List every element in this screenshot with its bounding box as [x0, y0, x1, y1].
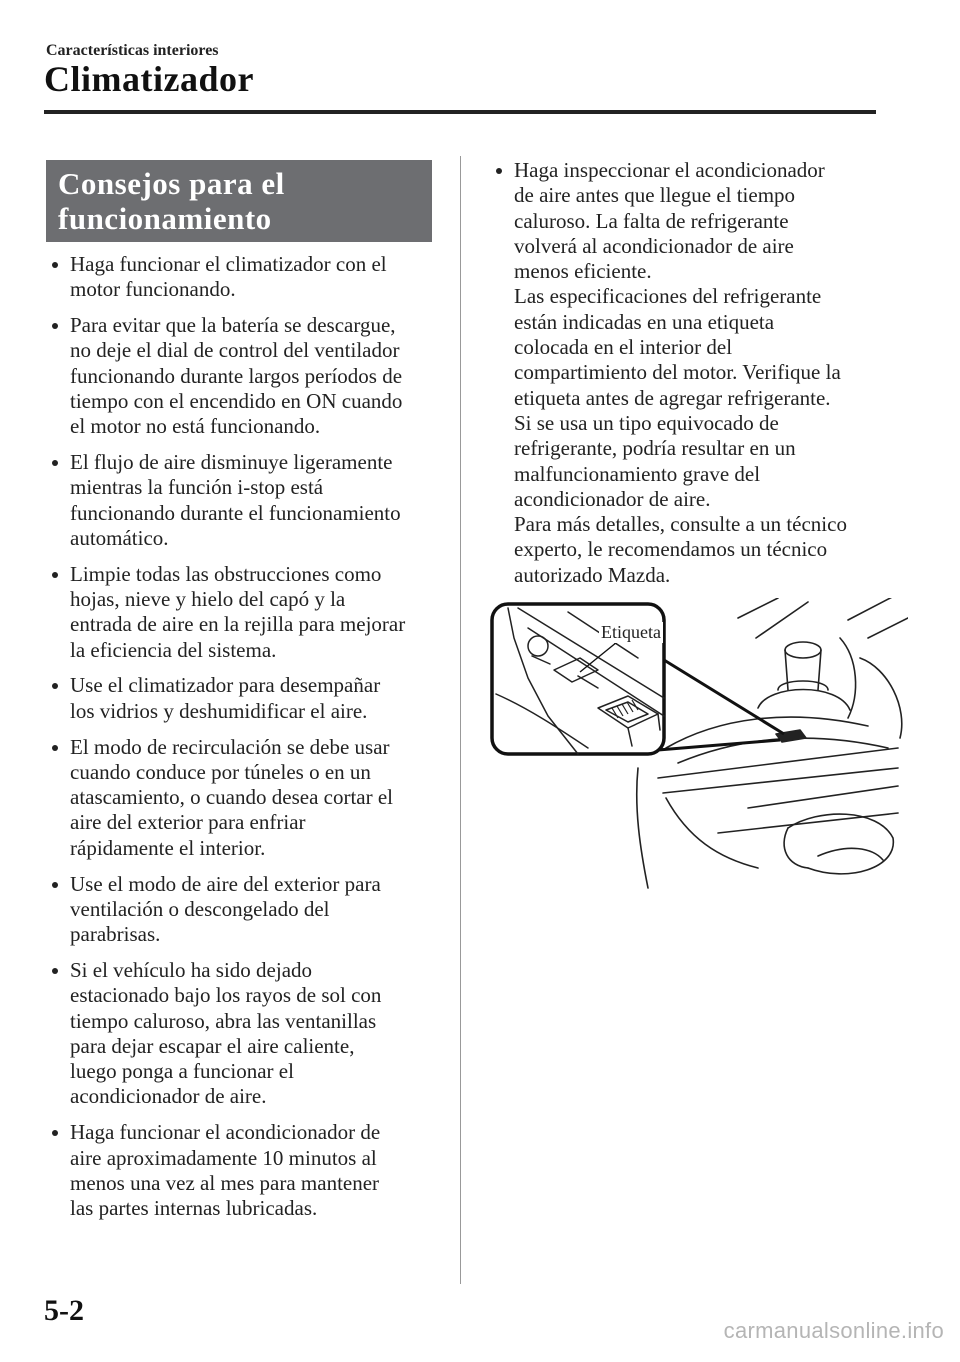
- bullet-text: Haga inspeccionar el acondicionador de aire antes que llegue el tiempo caluroso. La falta de refrigerante volverá al acondicionador de aire menos eficiente. Las especificaciones del refrigerante están indicadas en una etiqueta colocada en el interior del compartimiento del motor. Verifique la etiqueta antes de agregar refrigerante. Si se usa un tipo equivocado de refrigerante, podría resultar en un malfuncionamiento grave del acondicionador de aire. Para más detalles, consulte a un técnico experto, le recomendamos un técnico autorizado Mazda.: [514, 158, 847, 587]
- bullet-text: El flujo de aire disminuye ligeramente mientras la función i-stop está funcionando durante el funcionamiento automático.: [70, 450, 401, 550]
- bullet-text: Si el vehículo ha sido dejado estacionado bajo los rayos de sol con tiempo caluroso, abra las ventanillas para dejar escapar el aire caliente, luego ponga a funcionar el acondicionador de aire.: [70, 957, 382, 1109]
- bullet-dot-icon: [52, 262, 58, 268]
- section-heading-text: Consejos para el funcionamiento: [58, 166, 285, 236]
- column-divider: [460, 156, 461, 1284]
- bullet-item: [52, 958, 444, 1110]
- bullet-item: [52, 252, 444, 303]
- bullet-dot-icon: [52, 968, 58, 974]
- watermark: carmanualsonline.info: [723, 1318, 944, 1343]
- bullet-text: Use el climatizador para desempañar los vidrios y deshumidificar el aire.: [70, 673, 381, 723]
- bullet-item: [52, 673, 444, 724]
- bullet-dot-icon: [52, 745, 58, 751]
- page-number: 5-2: [44, 1294, 84, 1327]
- left-column: [52, 252, 444, 1232]
- bullet-text: Haga funcionar el acondicionador de aire aproximadamente 10 minutos al menos una vez al mes para mantener las partes internas lubricadas.: [70, 1120, 381, 1221]
- bullet-dot-icon: [52, 683, 58, 689]
- bullet-item: [52, 872, 444, 948]
- right-bullet-list: [496, 158, 888, 588]
- bullet-dot-icon: [52, 882, 58, 888]
- bullet-dot-icon: [52, 1130, 58, 1136]
- bullet-item: [52, 450, 444, 551]
- bullet-dot-icon: [52, 572, 58, 578]
- breadcrumb: Características interiores: [46, 42, 219, 59]
- title-rule: [44, 110, 876, 114]
- bullet-item: [52, 1120, 444, 1221]
- bullet-dot-icon: [52, 323, 58, 329]
- bullet-text: Para evitar que la batería se descargue, no deje el dial de control del ventilador funcionando durante largos períodos de tiempo con el encendido en ON cuando el motor no está funcionando.: [70, 313, 403, 439]
- section-heading: [46, 160, 432, 242]
- bullet-item: [52, 562, 444, 663]
- bullet-text: Haga funcionar el climatizador con el motor funcionando.: [70, 252, 387, 302]
- right-column: [496, 158, 888, 599]
- engine-compartment-illustration: [488, 598, 908, 890]
- bullet-text: Limpie todas las obstrucciones como hojas, nieve y hielo del capó y la entrada de aire en la rejilla para mejorar la eficiencia del sistema.: [70, 561, 406, 662]
- bullet-text: El modo de recirculación se debe usar cuando conduce por túneles o en un atascamiento, o cuando desea cortar el aire del exterior para enfriar rápidamente el interior.: [70, 734, 394, 860]
- left-bullet-list: [52, 252, 444, 1221]
- bullet-dot-icon: [52, 460, 58, 466]
- bullet-item: [496, 158, 888, 588]
- bullet-text: Use el modo de aire del exterior para ventilación o descongelado del parabrisas.: [70, 871, 381, 947]
- bullet-dot-icon: [496, 168, 502, 174]
- bullet-item: [52, 313, 444, 439]
- figure-callout-label: Etiqueta: [601, 622, 661, 642]
- page-title: Climatizador: [44, 59, 254, 99]
- bullet-item: [52, 735, 444, 861]
